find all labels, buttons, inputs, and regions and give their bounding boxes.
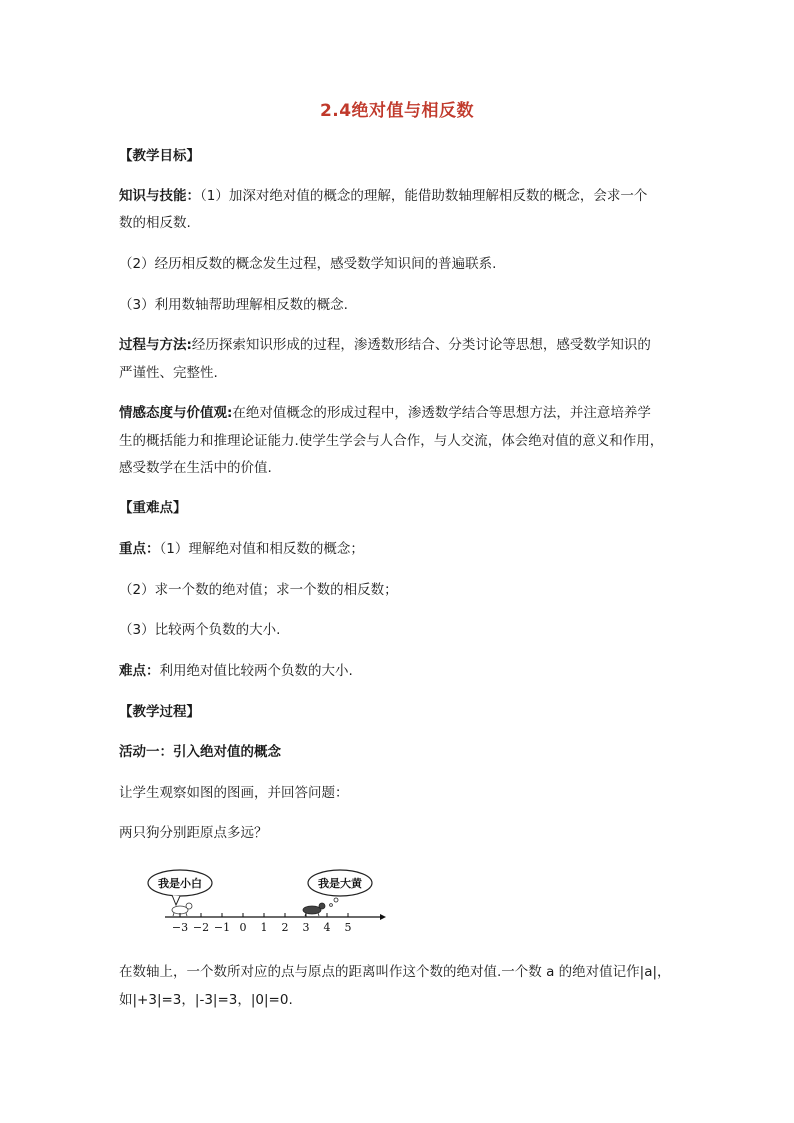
activity1-question: 两只狗分别距原点多远？ [119,825,268,841]
definition-line-1: 在数轴上，一个数所对应的点与原点的距离叫作这个数的绝对值.一个数 a 的绝对值记作|a|， [119,964,671,980]
emotion-line-2: 生的概括能力和推理论证能力.使学生学会与人合作，与人交流，体会绝对值的意义和作用， [119,433,664,449]
difficulty-label: 难点： [119,663,160,679]
activity1-title: 活动一：引入绝对值的概念 [119,744,281,760]
emotion-line-3: 感受数学在生活中的价值. [119,460,272,476]
process-method-label: 过程与方法: [119,337,192,353]
focus-line-1 [119,539,679,559]
number-line-figure [140,865,390,940]
bubble-left-tail [172,895,180,905]
bubble-right-dot-2 [330,904,333,907]
goals-header: 【教学目标】 [119,148,200,164]
bubble-left-text: 我是小白 [158,877,202,890]
tick-label: −2 [192,921,210,934]
process-header: 【教学过程】 [119,704,200,720]
knowledge-line-1 [119,186,679,206]
process-method-line-1 [119,335,679,355]
goal-item-3: （3）利用数轴帮助理解相反数的概念. [119,297,348,313]
process-method-text-1: 经历探索知识形成的过程，渗透数形结合、分类讨论等思想，感受数学知识的 [191,337,651,353]
tick-label: 0 [239,921,247,934]
axis-ticks [172,913,352,934]
emotion-text-1: 在绝对值概念的形成过程中，渗透数学结合等思想方法，并注意培养学 [232,405,651,421]
dog-white [172,903,192,916]
bubble-right-text: 我是大黄 [318,877,362,890]
tick-label: 1 [260,921,268,934]
bubble-right-dot-1 [334,898,338,902]
difficulty-line [119,661,679,681]
tick-label: 3 [302,921,310,934]
difficulty-text: 利用绝对值比较两个负数的大小. [159,663,353,679]
activity1-prompt: 让学生观察如图的图画，并回答问题： [119,785,349,801]
goal-item-2: （2）经历相反数的概念发生过程，感受数学知识间的普遍联系. [119,256,497,272]
focus-label: 重点： [119,541,160,557]
knowledge-line-2: 数的相反数. [119,215,191,231]
tick-label: −1 [213,921,231,934]
tick-label: 2 [281,921,289,934]
page-title: 2.4绝对值与相反数 [319,101,475,121]
axis-arrow [380,914,386,920]
tick-label: 5 [344,921,352,934]
knowledge-label: 知识与技能： [119,188,200,204]
key-points-header: 【重难点】 [119,500,187,516]
focus-line-2: （2）求一个数的绝对值；求一个数的相反数； [119,582,398,598]
focus-text: （1）理解绝对值和相反数的概念； [159,541,364,557]
definition-line-2: 如|+3|=3，|-3|=3，|0|=0. [119,992,293,1008]
tick-label: −3 [171,921,189,934]
tick-label: 4 [323,921,331,934]
knowledge-text-1: （1）加深对绝对值的概念的理解，能借助数轴理解相反数的概念，会求一个 [200,188,648,204]
process-method-line-2: 严谨性、完整性. [119,365,218,381]
emotion-line-1 [119,403,679,423]
focus-line-3: （3）比较两个负数的大小. [119,622,281,638]
emotion-label: 情感态度与价值观: [119,405,233,421]
